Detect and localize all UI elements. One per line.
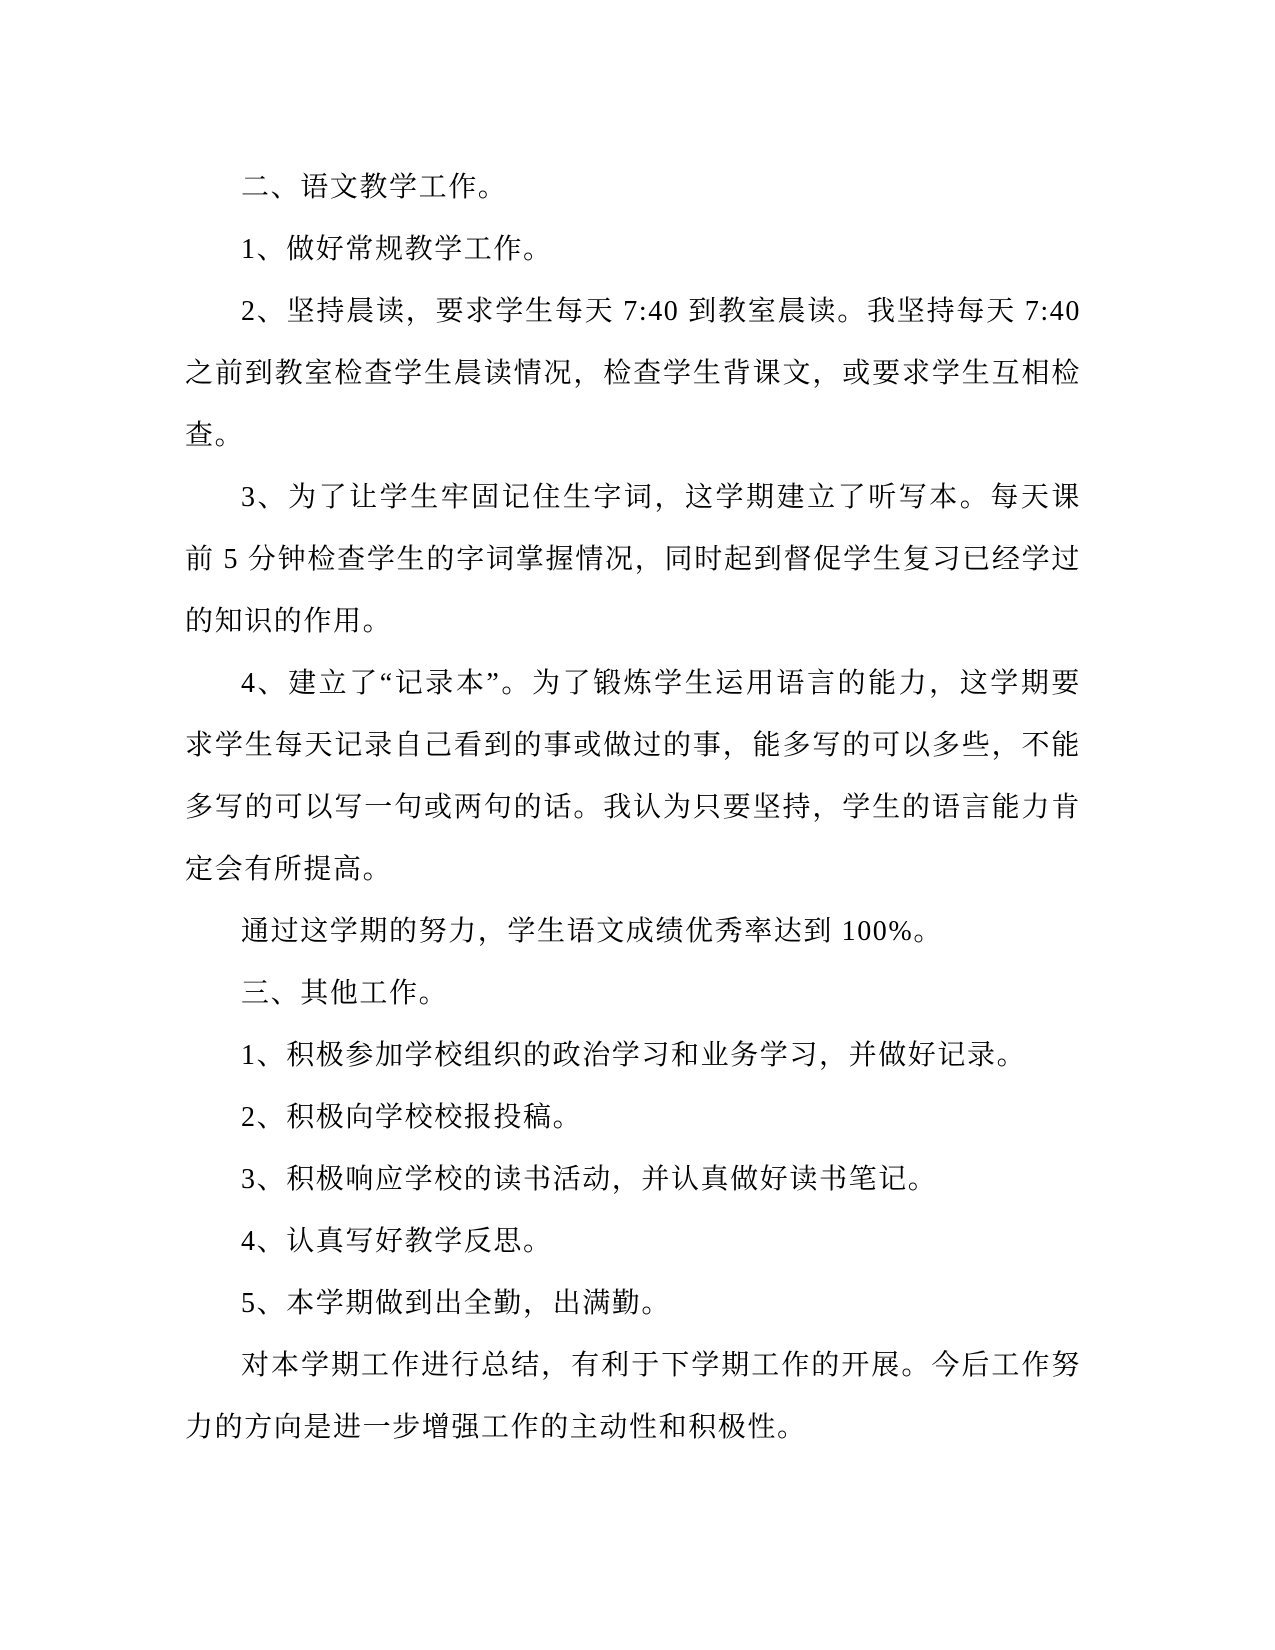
paragraph: 4、认真写好教学反思。 (241, 1226, 553, 1257)
paragraph: 2、积极向学校校报投稿。 (241, 1102, 583, 1133)
paragraph: 1、做好常规教学工作。 (241, 234, 553, 265)
paragraph: 4、建立了“记录本”。为了锻炼学生运用语言的能力，这学期要求学生每天记录自己看到的事或做过的事，能多写的可以多些，不能多写的可以写一句或两句的话。我认为只要坚持，学生的语言能力肯定会有所提高。 (185, 668, 1081, 885)
paragraph: 三、其他工作。 (241, 978, 449, 1009)
paragraph: 3、为了让学生牢固记住生字词，这学期建立了听写本。每天课前 5 分钟检查学生的字词掌握情况，同时起到督促学生复习已经学过的知识的作用。 (185, 482, 1081, 637)
paragraph: 1、积极参加学校组织的政治学习和业务学习，并做好记录。 (241, 1040, 1027, 1071)
paragraph: 二、语文教学工作。 (241, 172, 508, 203)
paragraph: 5、本学期做到出全勤，出满勤。 (241, 1288, 672, 1319)
paragraph: 对本学期工作进行总结，有利于下学期工作的开展。今后工作努力的方向是进一步增强工作的主动性和积极性。 (185, 1350, 1081, 1443)
paragraph: 2、坚持晨读，要求学生每天 7:40 到教室晨读。我坚持每天 7:40 之前到教室检查学生晨读情况，检查学生背课文，或要求学生互相检查。 (185, 296, 1081, 451)
paragraph: 通过这学期的努力，学生语文成绩优秀率达到 100%。 (241, 916, 943, 947)
paragraph: 3、积极响应学校的读书活动，并认真做好读书笔记。 (241, 1164, 938, 1195)
document-body (185, 157, 1081, 1459)
